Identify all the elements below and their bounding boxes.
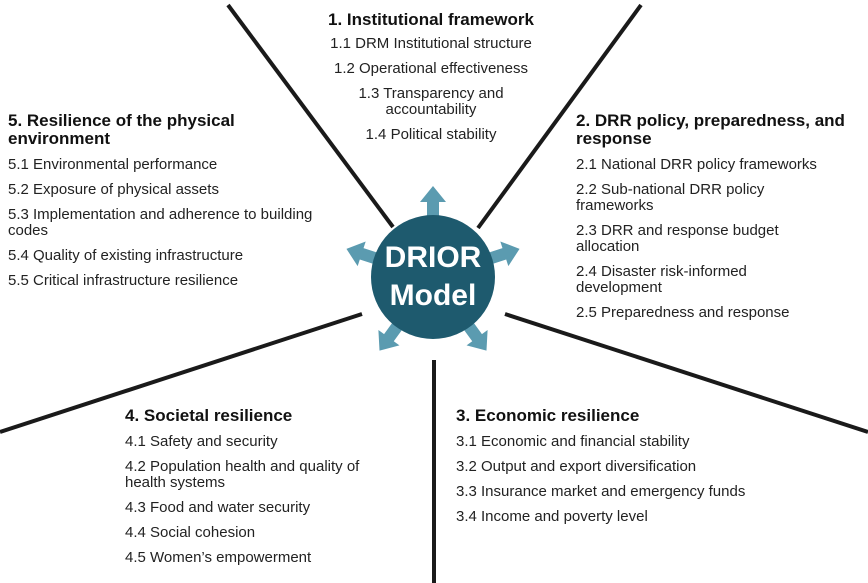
section-title: 1. Institutional framework	[328, 10, 534, 29]
section-title: 5. Resilience of the physical environment	[8, 111, 235, 148]
list-item: 5.1 Environmental performance	[8, 156, 218, 173]
list-item: 4.5 Women’s empowerment	[125, 549, 312, 566]
list-item: 2.1 National DRR policy frameworks	[576, 156, 817, 173]
list-item: 4.2 Population health and quality of health systems	[125, 458, 360, 491]
list-item: 2.2 Sub-national DRR policy frameworks	[576, 181, 765, 214]
list-item: 3.4 Income and poverty level	[456, 508, 648, 525]
list-item: 5.2 Exposure of physical assets	[8, 181, 219, 198]
list-item: 5.4 Quality of existing infrastructure	[8, 247, 244, 264]
list-item: 1.2 Operational effectiveness	[333, 60, 528, 77]
hub-label-line1: DRIOR	[384, 241, 482, 274]
list-item: 2.3 DRR and response budget allocation	[576, 222, 779, 255]
list-item: 1.1 DRM Institutional structure	[330, 35, 532, 52]
list-item: 4.1 Safety and security	[125, 433, 278, 450]
list-item: 5.5 Critical infrastructure resilience	[8, 272, 239, 289]
list-item: 5.3 Implementation and adherence to building codes	[8, 206, 313, 239]
hub-label-line2: Model	[389, 279, 477, 312]
section-title: 3. Economic resilience	[456, 406, 640, 425]
list-item: 2.5 Preparedness and response	[576, 304, 790, 321]
list-item: 4.3 Food and water security	[125, 499, 311, 516]
arrow-up-icon	[420, 186, 446, 217]
list-item: 4.4 Social cohesion	[125, 524, 256, 541]
list-item: 3.2 Output and export diversification	[456, 458, 697, 475]
hub-label	[385, 239, 482, 315]
list-item: 1.4 Political stability	[365, 126, 497, 143]
list-item: 3.3 Insurance market and emergency funds	[456, 483, 746, 500]
list-item: 2.4 Disaster risk-informed development	[576, 263, 747, 296]
section-drr-policy	[576, 112, 866, 321]
section-economic-resilience	[456, 407, 776, 525]
list-item: 1.3 Transparency and accountability	[358, 85, 504, 118]
section-societal-resilience	[125, 407, 415, 566]
section-title: 4. Societal resilience	[125, 406, 293, 425]
hub-circle	[371, 215, 495, 339]
section-physical-environment	[8, 112, 338, 289]
list-item: 3.1 Economic and financial stability	[456, 433, 690, 450]
section-title: 2. DRR policy, preparedness, and response	[576, 111, 845, 148]
